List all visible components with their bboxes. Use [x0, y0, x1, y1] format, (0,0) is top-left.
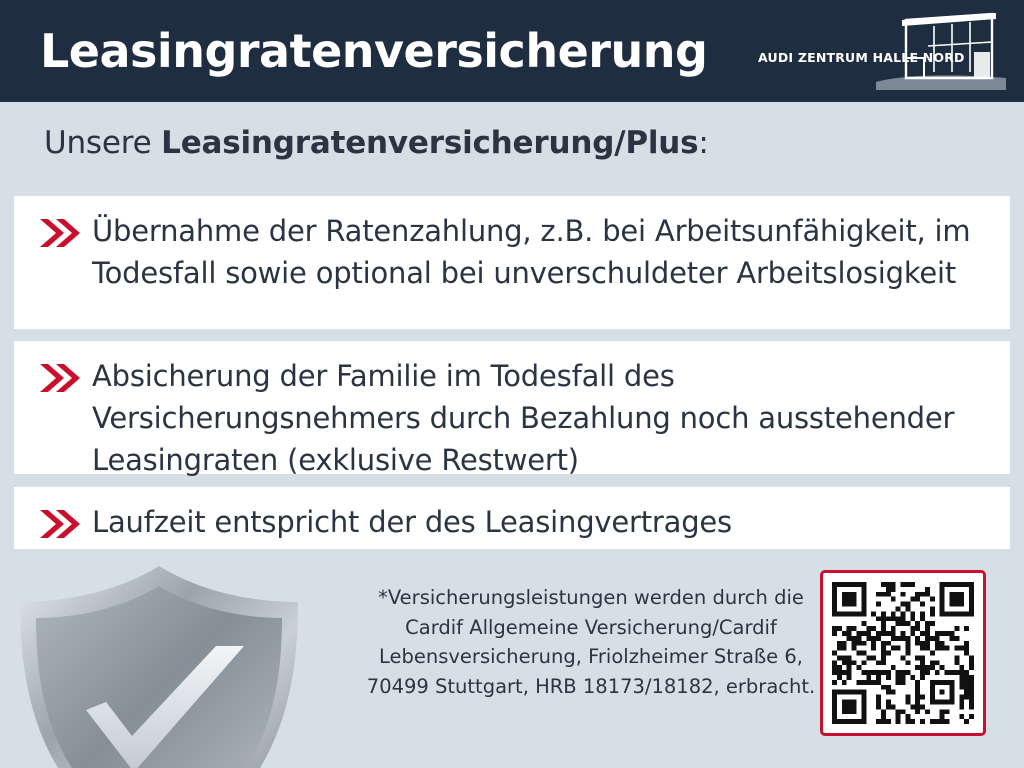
- subtitle-trail: :: [698, 125, 709, 161]
- subtitle-lead: Unsere: [44, 125, 162, 161]
- double-chevron-right-icon: [38, 216, 82, 250]
- disclaimer-text: *Versicherungsleistungen werden durch die Cardif Allgemeine Versicherung/Cardif Lebensversicherung, Friolzheimer Straße 6, 70499 Stuttgart, HRB 18173/18182, erbracht.: [366, 586, 816, 698]
- dealership-building-icon: [756, 12, 1006, 90]
- benefit-text: Übernahme der Ratenzahlung, z.B. bei Arbeitsunfähigkeit, im Todesfall sowie optional bei unverschuldeter Arbeitslosigkeit: [92, 214, 971, 291]
- page-title: Leasingratenversicherung: [40, 24, 708, 78]
- section-subtitle: [44, 125, 709, 161]
- shield-with-checkmark-icon: [0, 560, 324, 768]
- double-chevron-right-icon: [38, 361, 82, 395]
- header-bar: [0, 0, 1024, 102]
- double-chevron-right-icon: [38, 507, 82, 541]
- qr-code-image: [832, 582, 974, 724]
- benefit-card: [14, 196, 1010, 329]
- benefit-card: [14, 487, 1010, 549]
- benefit-card: [14, 341, 1010, 478]
- audi-zentrum-halle-nord-logo: [756, 12, 1006, 90]
- benefit-text: Laufzeit entspricht der des Leasingvertrages: [92, 505, 732, 539]
- logo-text: AUDI ZENTRUM HALLE NORD: [758, 50, 965, 65]
- benefit-text: Absicherung der Familie im Todesfall des Versicherungsnehmers durch Bezahlung noch ausstehender Leasingraten (exklusive Restwert): [92, 359, 955, 478]
- subtitle-emphasis: Leasingratenversicherung/Plus: [161, 125, 699, 161]
- qr-code[interactable]: [820, 570, 986, 736]
